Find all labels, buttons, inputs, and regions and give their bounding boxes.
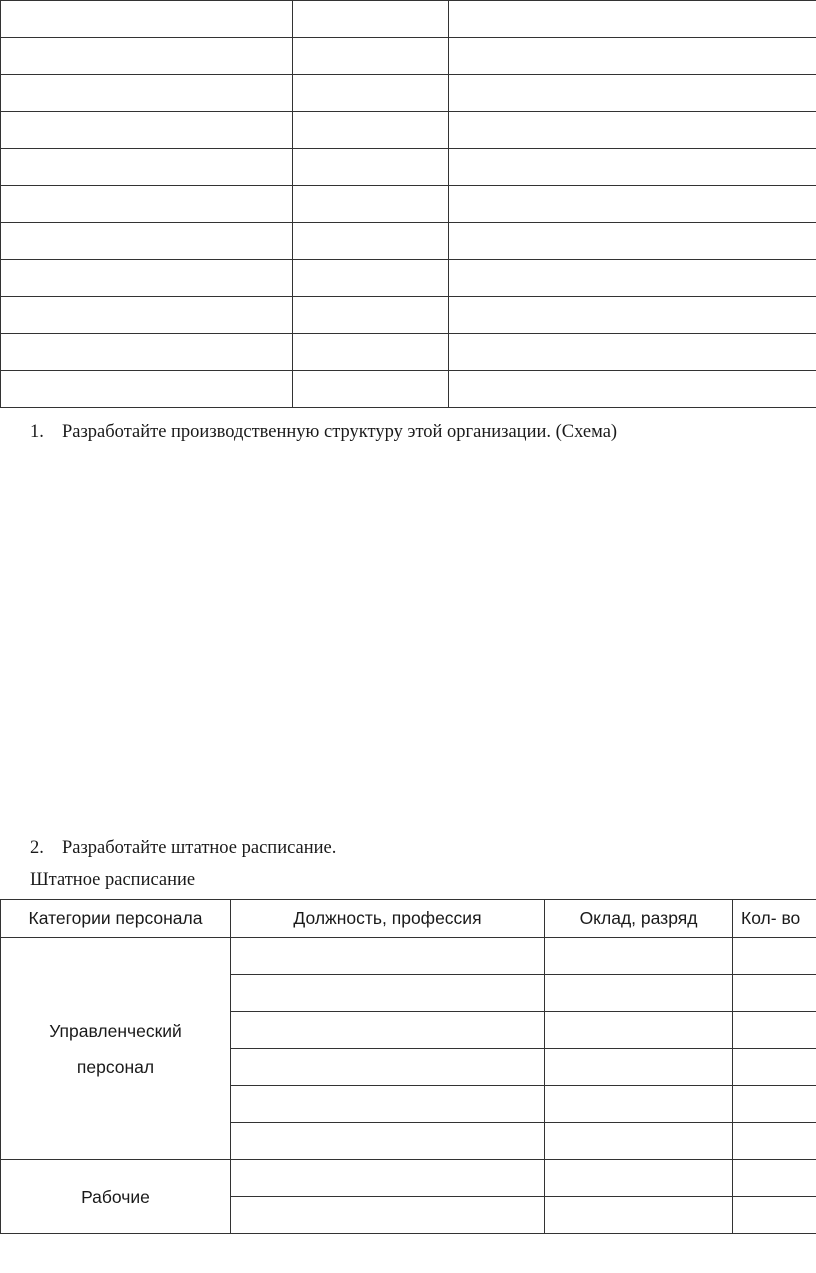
table-cell[interactable] [293, 297, 449, 334]
table-cell[interactable] [449, 75, 816, 112]
table-cell[interactable] [293, 149, 449, 186]
table-cell[interactable] [1, 149, 293, 186]
table-cell[interactable] [733, 1049, 816, 1086]
table-row [1, 297, 816, 334]
table-cell[interactable] [1, 334, 293, 371]
task-2-text: Разработайте штатное расписание. [62, 838, 337, 858]
table-cell[interactable] [293, 223, 449, 260]
table-cell[interactable] [545, 1049, 733, 1086]
table-row [1, 38, 816, 75]
blank-table [0, 0, 816, 408]
blank-table-body [1, 1, 816, 408]
table-cell[interactable] [293, 1, 449, 38]
table-cell[interactable] [293, 371, 449, 408]
table-cell[interactable] [545, 1012, 733, 1049]
task-1-number: 1. [30, 422, 44, 442]
table-cell[interactable] [449, 371, 816, 408]
table-row [1, 938, 816, 975]
table-row [1, 371, 816, 408]
table-cell[interactable] [545, 1160, 733, 1197]
task-2-number: 2. [30, 838, 44, 858]
table-row [1, 75, 816, 112]
table-row [1, 260, 816, 297]
table-cell[interactable] [449, 334, 816, 371]
table-cell[interactable] [449, 1, 816, 38]
table-cell[interactable] [733, 1123, 816, 1160]
table-cell[interactable] [231, 1086, 545, 1123]
table-cell[interactable] [231, 1123, 545, 1160]
task-2 [30, 836, 336, 860]
table-cell[interactable] [1, 38, 293, 75]
table-cell[interactable] [545, 1197, 733, 1234]
header-category: Категории персонала [1, 900, 231, 938]
table-cell[interactable] [1, 297, 293, 334]
table-cell[interactable] [231, 1160, 545, 1197]
table-row [1, 149, 816, 186]
header-position: Должность, профессия [231, 900, 545, 938]
category-management-line1: Управленческий [49, 1020, 182, 1041]
table-cell[interactable] [449, 297, 816, 334]
table-cell[interactable] [1, 260, 293, 297]
table-cell[interactable] [1, 223, 293, 260]
table-cell[interactable] [449, 223, 816, 260]
table-cell[interactable] [231, 938, 545, 975]
table-cell[interactable] [733, 1012, 816, 1049]
table-cell[interactable] [733, 1086, 816, 1123]
header-count: Кол- во [733, 900, 816, 938]
table-cell[interactable] [1, 371, 293, 408]
category-workers [1, 1160, 231, 1234]
table-cell[interactable] [449, 260, 816, 297]
category-management [1, 938, 231, 1160]
table-row [1, 334, 816, 371]
table-cell[interactable] [1, 186, 293, 223]
table-cell[interactable] [293, 75, 449, 112]
table-cell[interactable] [449, 186, 816, 223]
category-management-line2: персонал [76, 1056, 155, 1077]
table-cell[interactable] [1, 1, 293, 38]
table-cell[interactable] [293, 38, 449, 75]
table-cell[interactable] [231, 975, 545, 1012]
table-cell[interactable] [293, 186, 449, 223]
table-cell[interactable] [231, 1197, 545, 1234]
table-row [1, 223, 816, 260]
task-1-text: Разработайте производственную структуру этой организации. (Схема) [62, 422, 618, 442]
table-row [1, 1160, 816, 1197]
schedule-title: Штатное расписание [30, 870, 196, 890]
table-row [1, 112, 816, 149]
table-cell[interactable] [449, 38, 816, 75]
table-cell[interactable] [293, 334, 449, 371]
staff-schedule-table [0, 899, 816, 1234]
task-1 [30, 420, 617, 444]
table-cell[interactable] [231, 1012, 545, 1049]
table-cell[interactable] [545, 1123, 733, 1160]
table-cell[interactable] [733, 1197, 816, 1234]
table-cell[interactable] [545, 975, 733, 1012]
table-cell[interactable] [293, 260, 449, 297]
table-cell[interactable] [293, 112, 449, 149]
table-row [1, 186, 816, 223]
table-cell[interactable] [449, 149, 816, 186]
table-cell[interactable] [545, 1086, 733, 1123]
table-cell[interactable] [1, 75, 293, 112]
table-cell[interactable] [733, 975, 816, 1012]
header-salary: Оклад, разряд [545, 900, 733, 938]
table-cell[interactable] [449, 112, 816, 149]
table-cell[interactable] [733, 938, 816, 975]
table-cell[interactable] [231, 1049, 545, 1086]
table-cell[interactable] [733, 1160, 816, 1197]
table-row [1, 1, 816, 38]
staff-table-header-row [1, 900, 816, 938]
category-workers-label: Рабочие [81, 1186, 150, 1207]
table-cell[interactable] [1, 112, 293, 149]
table-cell[interactable] [545, 938, 733, 975]
